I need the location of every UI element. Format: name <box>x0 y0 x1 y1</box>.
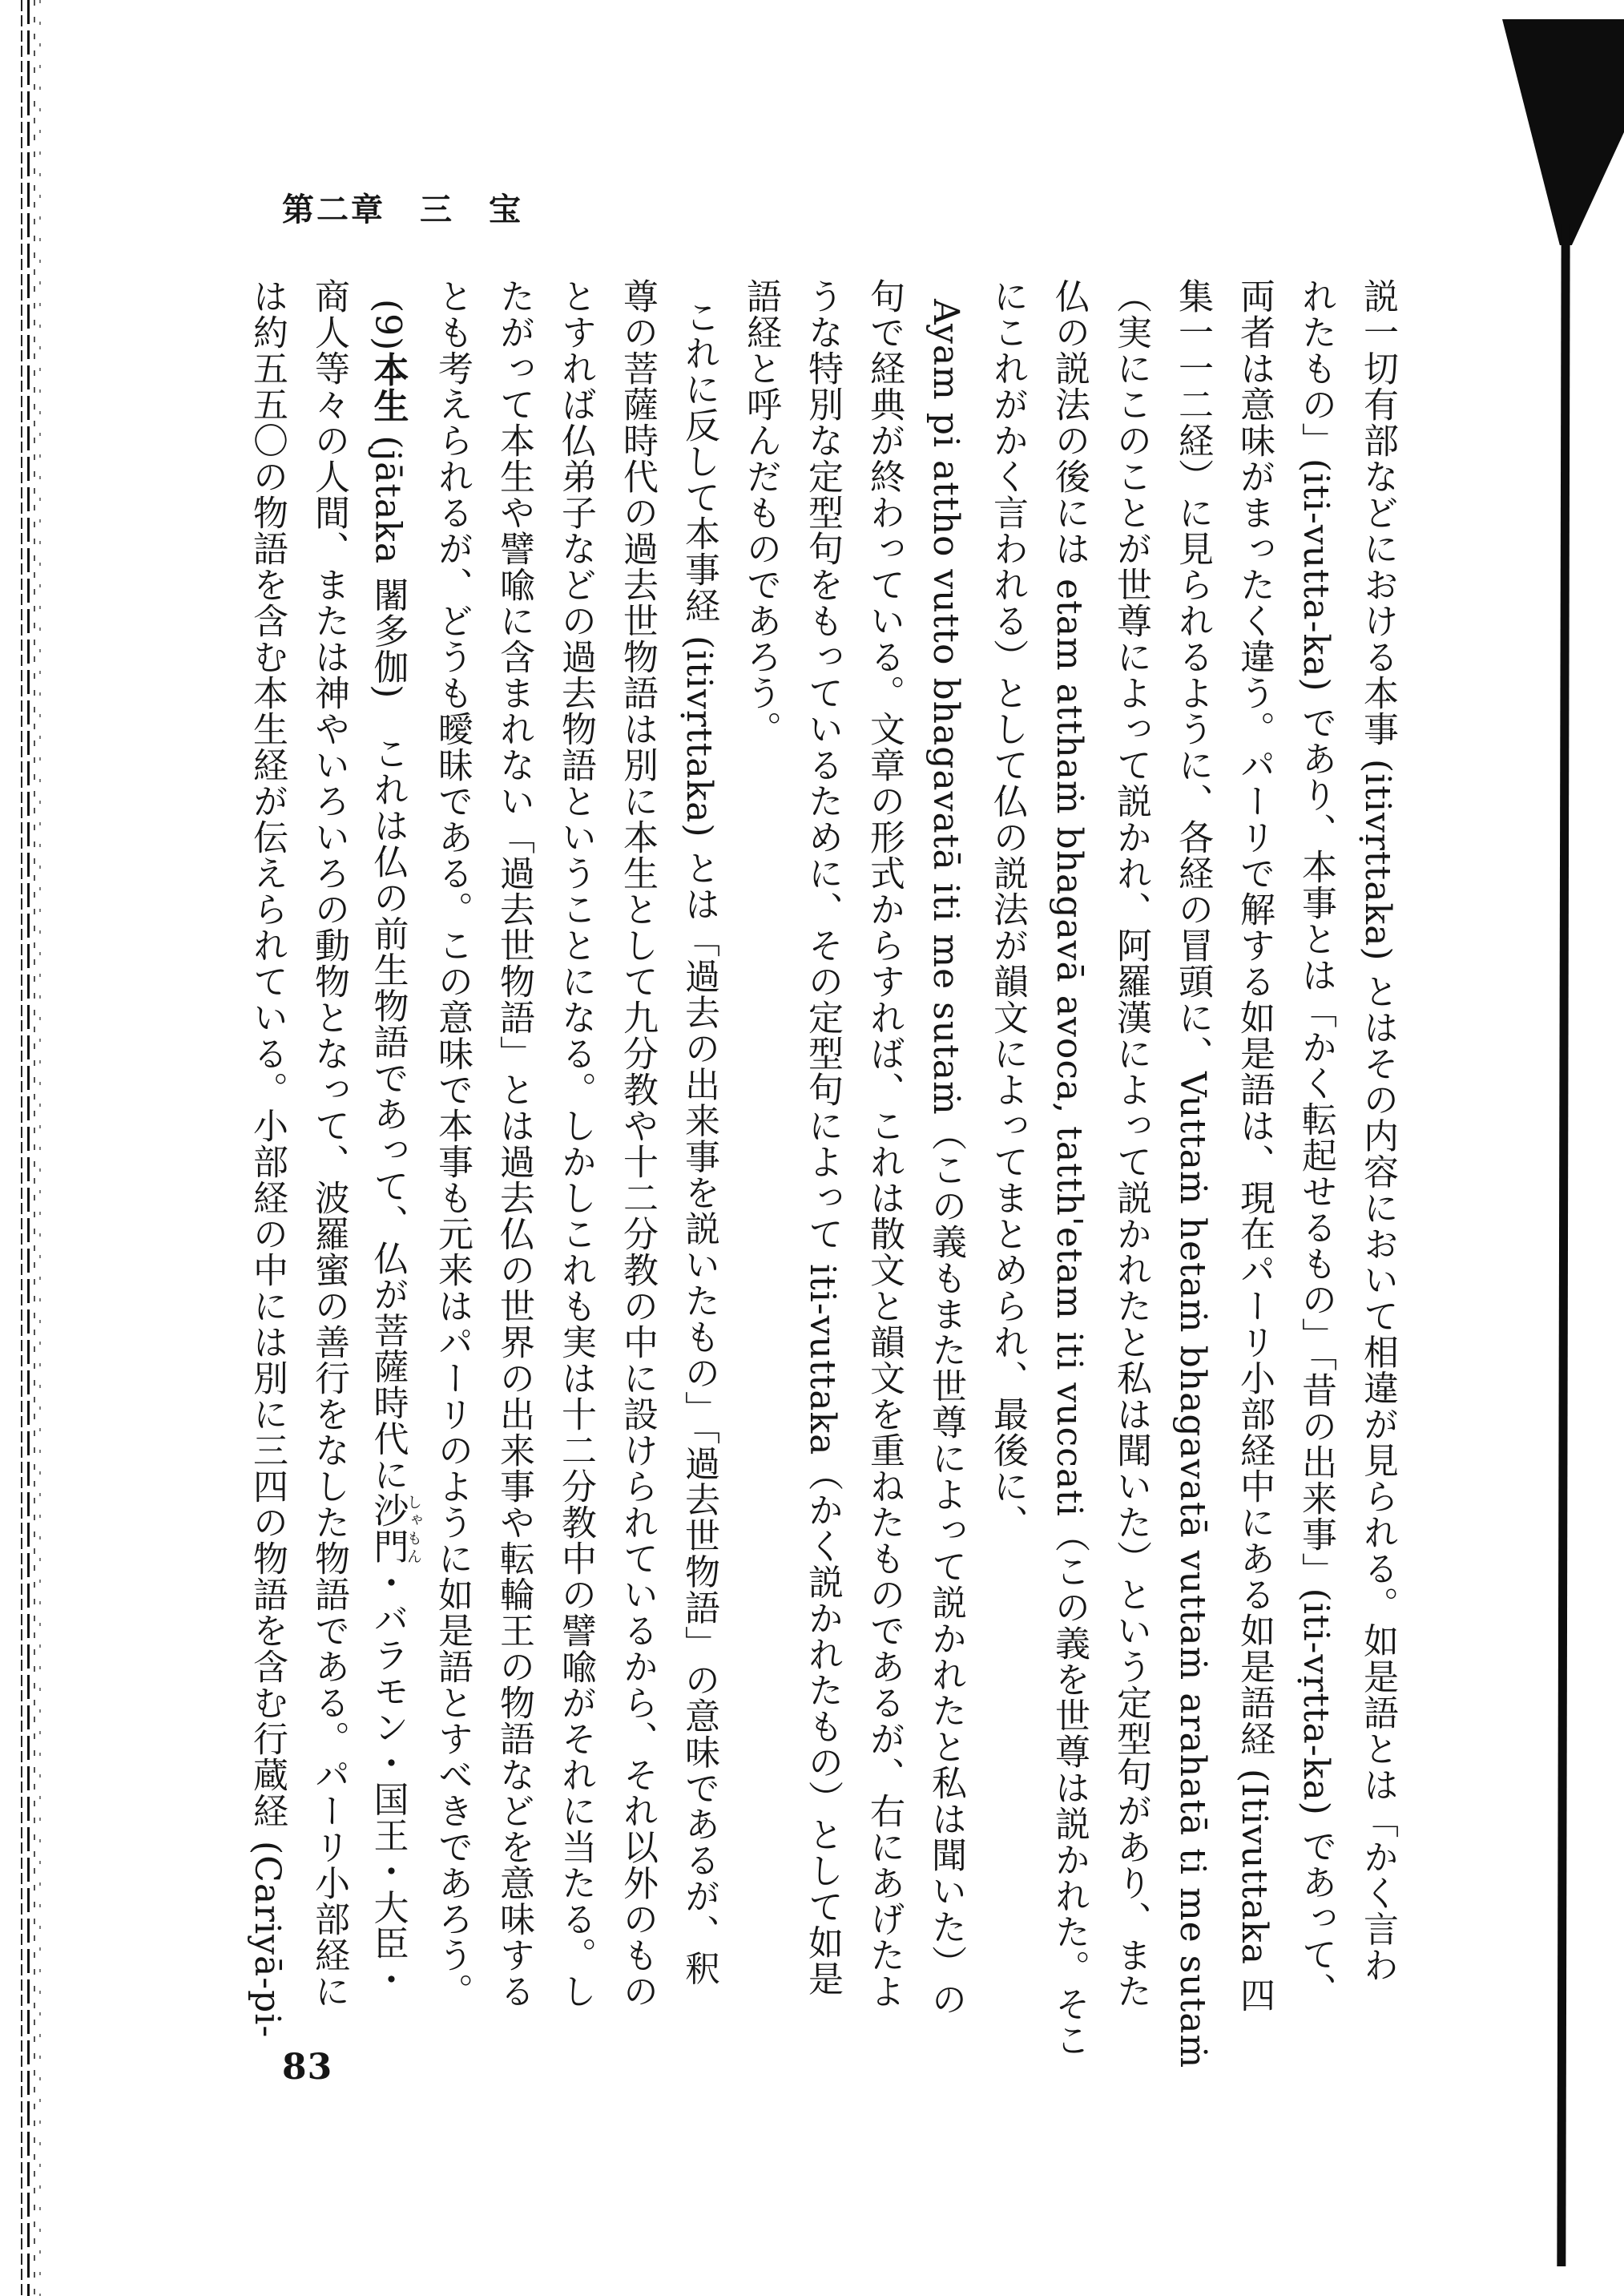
section-body-tail: ・バラモン・国王・大臣・ <box>367 1564 409 1998</box>
text-column-18: 商人等々の人間、または神やいろいろの動物となって、波羅蜜の善行をなした物語である。パーリ小部経に <box>308 278 349 2009</box>
text-column-05: （実にこのことが世尊によって説かれ、阿羅漢によって説かれたと私は聞いた）という定型句があり、また <box>1110 278 1151 2009</box>
page-number: 83 <box>282 2047 333 2088</box>
text-column-04: 集一一二経）に見られるように、各経の冒頭に、Vuttaṁ hetaṁ bhagavatā vuttaṁ arahatā ti me sutaṁ <box>1172 278 1213 2069</box>
furigana-word <box>367 1492 422 1565</box>
ruby-base: 沙門 <box>367 1492 409 1565</box>
text-column-15: たがって本生や譬喩に含まれない「過去世物語」とは過去仏の世界の出来事や転輪王の物語などを意味する <box>494 278 534 2009</box>
scan-edge-line <box>27 0 30 2296</box>
section-title: 本生 <box>367 351 409 424</box>
running-header: 第二章 三 宝 <box>282 191 523 228</box>
text-column-03: 両者は意味がまったく違う。パーリで解する如是語は、現在パーリ小部経中にある如是語経 (Itivuttaka 四 <box>1234 278 1275 2013</box>
scan-edge-line <box>39 0 41 2296</box>
text-column-12: これに反して本事経 (itivṛttaka) とは「過去の出来事を説いたもの」「過去世物語」の意味であるが、釈 <box>679 299 719 1987</box>
text-column-09: 句で経典が終わっている。文章の形式からすれば、これは散文と韻文を重ねたものであるが、右にあげたよ <box>864 278 905 2009</box>
text-column-10: うな特別な定型句をもっているために、その定型句によって iti-vuttaka（かく説かれたもの）として如是 <box>802 278 843 1997</box>
section-body: (jātaka 闍多伽) これは仏の前生物語であって、仏が菩薩時代に <box>367 423 409 1493</box>
scan-edge-line <box>34 0 35 2296</box>
text-column-02: れたもの」(iti-vutta-ka) であり、本事とは「かく転起せるもの」「昔の出来事」(iti-vṛtta-ka) であって、 <box>1296 278 1336 2008</box>
text-column-17-jataka-heading <box>360 278 421 2042</box>
scan-edge-line <box>21 0 22 2296</box>
text-column-11: 語経と呼んだものであろう。 <box>740 278 781 747</box>
ruby-text: しゃもん <box>405 1492 422 1565</box>
text-column-01: 説一切有部などにおける本事 (itivṛttaka) とはその内容において相違が見られる。如是語とは「かく言わ <box>1357 278 1398 1983</box>
text-column-16: とも考えられるが、どうも曖昧である。この意味で本事も元来はパーリのように如是語とすべきであろう。 <box>432 278 473 2009</box>
text-column-08: Ayam pi attho vutto bhagavatā iti me sutaṁ（この義もまた世尊によって説かれたと私は聞いた）の <box>925 299 966 2017</box>
text-column-14: とすれば仏弟子などの過去物語ということになる。しかしこれも実は十二分教中の譬喩がそれに当たる。し <box>555 278 596 2009</box>
scan-corner-artifact <box>1490 19 1624 245</box>
text-column-13: 尊の菩薩時代の過去世物語は別に本生として九分教や十二分教の中に設けられているから、それ以外のもの <box>617 278 658 2009</box>
scan-binding-line <box>1557 224 1570 2266</box>
section-number: (9) <box>367 299 409 352</box>
text-column-19: は約五五〇の物語を含む本生経が伝えられている。小部経の中には別に三四の物語を含む行蔵経 (Cariyā-pi- <box>247 278 288 2039</box>
text-column-06: 仏の説法の後には etam atthaṁ bhagavā avoca, tatth'etam iti vuccati（この義を世尊は説かれた。そこ <box>1049 278 1090 2058</box>
text-column-07: にこれがかく言われる）として仏の説法が韻文によってまとめられ、最後に、 <box>987 278 1028 1540</box>
